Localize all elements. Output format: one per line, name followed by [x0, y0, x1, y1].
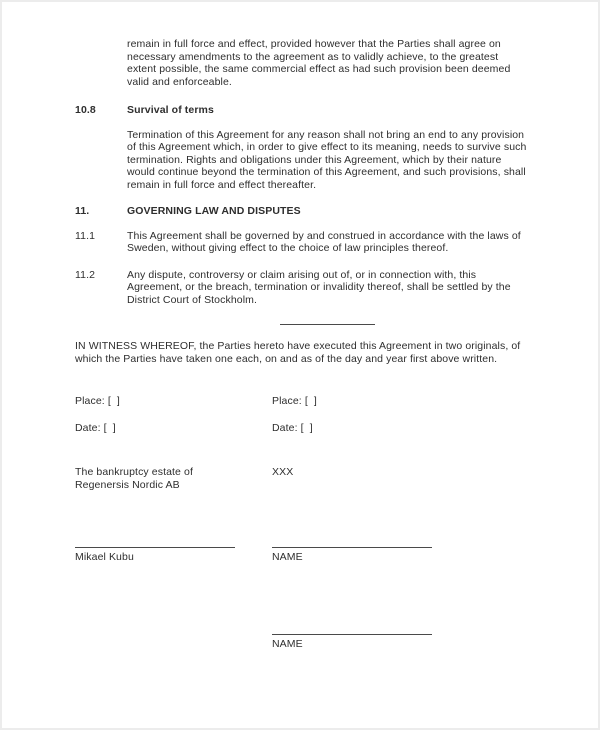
clause-paragraph: This Agreement shall be governed by and construed in accordance with the laws of Sweden, without giving effect to the choice of law principles thereof. [127, 229, 521, 254]
clause-number: 11.1 [75, 229, 96, 242]
signature-row-2 [75, 634, 527, 651]
place-field-left [75, 395, 272, 408]
date-value-placeholder: [ ] [103, 421, 116, 434]
clause-11-2 [75, 269, 527, 307]
place-label: Place: [272, 395, 302, 407]
party-name-right [272, 466, 527, 479]
signatory-name: NAME [272, 637, 303, 650]
date-label: Date: [75, 421, 101, 434]
signatory-name: NAME [272, 551, 303, 563]
clause-continuation [75, 38, 527, 88]
clause-11-1 [75, 230, 527, 255]
date-row [75, 422, 527, 435]
clause-number: 10.8 [75, 104, 96, 116]
signature-line [272, 547, 432, 548]
signature-field-left [75, 547, 272, 564]
date-field-right [272, 422, 527, 435]
signature-row-1 [75, 547, 527, 564]
clause-11-heading [75, 205, 527, 218]
party-row [75, 466, 527, 491]
signature-block [75, 395, 527, 650]
clause-number: 11. [75, 205, 90, 217]
signature-line [272, 634, 432, 635]
signature-field-right [272, 547, 527, 564]
place-label: Place: [75, 395, 105, 407]
party-name-line: The bankruptcy estate of [75, 466, 193, 478]
clause-paragraph: Any dispute, controversy or claim arising out of, or in connection with, this Agreement, or the breach, termination or invalidity thereof, shall be settled by the District Court of Stockholm. [127, 268, 511, 306]
separator-line [280, 324, 375, 325]
place-value-placeholder: [ ] [304, 395, 317, 407]
date-field-left [75, 422, 272, 435]
clause-paragraph: Termination of this Agreement for any reason shall not bring an end to any provision of this Agreement which, in order to give effect to its meaning, needs to survive such termination. Rights and obligations under this Agreement, which by their nature would continue beyond the termination of this Agreement, and such provisions, shall remain in full force and effect thereafter. [127, 128, 527, 191]
date-value-placeholder: [ ] [300, 421, 313, 434]
party-name-line: Regenersis Nordic AB [75, 478, 180, 491]
clause-10-8-body [75, 129, 527, 192]
clause-10-8-heading [75, 104, 527, 117]
place-row [75, 395, 527, 408]
date-label: Date: [272, 421, 298, 434]
place-value-placeholder: [ ] [107, 395, 120, 407]
party-name-line: XXX [272, 466, 294, 478]
place-field-right [272, 395, 527, 408]
clause-number: 11.2 [75, 268, 96, 281]
clause-title: GOVERNING LAW AND DISPUTES [127, 205, 301, 217]
party-name-left [75, 466, 272, 491]
signature-field-right-2 [272, 634, 527, 651]
witness-clause: IN WITNESS WHEREOF, the Parties hereto have executed this Agreement in two originals, of which the Parties have taken one each, on and as of the day and year first above written. [75, 340, 521, 365]
signature-line [75, 547, 235, 548]
continuation-paragraph: remain in full force and effect, provided however that the Parties shall agree on necessary amendments to the agreement as to validly achieve, to the greatest extent possible, the same commercial effect as had such provision been deemed valid and enforceable. [127, 38, 511, 88]
clause-title: Survival of terms [127, 104, 214, 116]
signatory-name: Mikael Kubu [75, 551, 134, 563]
